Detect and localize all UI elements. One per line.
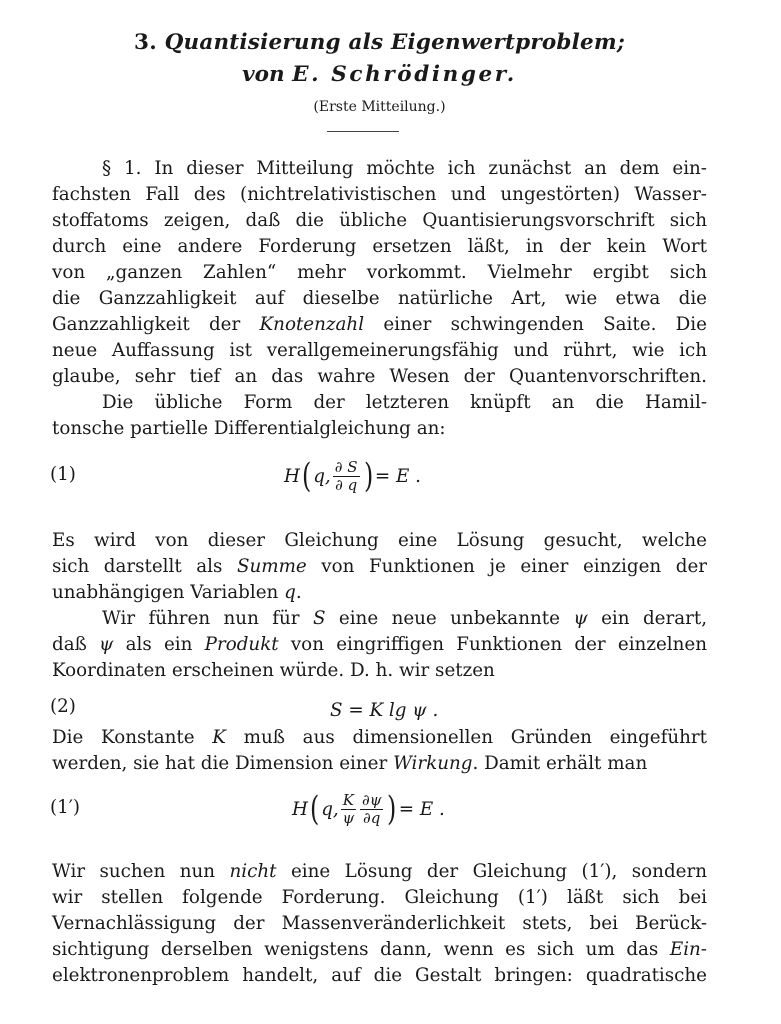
text-span: Wir führen nun für [102,608,313,629]
text-span: eine neue unbekannte [325,608,574,629]
emphasis-text: K [212,727,226,748]
text-span: Wir suchen nun [52,861,230,882]
emphasis-text: Summe [236,556,307,577]
emphasis-text: Produkt [204,634,279,655]
text-span: Ganzzahligkeit der [52,314,260,335]
fraction [333,459,360,494]
text-line [52,633,707,657]
text-span: muß aus dimensionellen Gründen eingeführt [225,727,707,748]
text-line [52,313,707,337]
text-line [52,860,707,884]
text-line: Es wird von dieser Gleichung eine Lösung gesucht, welche [52,530,707,551]
text-line [52,726,707,750]
article-title-text: Quantisierung als Eigenwertproblem; [164,30,625,55]
article-subtitle: (Erste Mitteilung.) [313,99,446,115]
document-page [52,0,707,1024]
right-paren: ) [387,789,397,829]
text-span: Die Konstante [52,727,213,748]
text-line: tonsche partielle Differentialgleichung an: [52,418,446,439]
text-span: . Damit erhält man [472,753,648,774]
text-span: sichtigung derselben wenigstens dann, wenn es sich um das [52,939,670,960]
text-span: daß [52,634,100,655]
equation-2 [52,693,707,727]
text-line [52,581,707,605]
equation-1 [52,452,707,500]
denominator: ψ [342,808,355,827]
text-span: ein derart, [587,608,708,629]
text-line: elektronenproblem handelt, auf die Gestalt bringen: quadratische [52,965,707,986]
article-number: 3. [134,30,157,55]
left-paren: ( [309,789,320,829]
text-span: einer schwingenden Saite. Die [364,314,707,335]
emphasis-text: Ein- [669,939,707,960]
fraction [360,792,384,827]
text-line: stoffatoms zeigen, daß die übliche Quantisierungsvorschrift sich [52,210,707,231]
denominator: ∂q [363,808,381,827]
text-line: § 1. In dieser Mitteilung möchte ich zunächst an dem ein- [102,158,707,179]
text-line: neue Auffassung ist verallgemeinerungsfähig und rührt, wie ich [52,340,707,361]
text-line: wir stellen folgende Forderung. Gleichung (1′) läßt sich bei [52,887,707,908]
text-span: . [295,582,302,603]
text-span: eine Lösung der Gleichung (1′), sondern [276,861,707,882]
eq-symbol: H [284,465,300,487]
emphasis-text: S [312,608,326,629]
equation-label: (1′) [50,797,81,818]
text-line: die Ganzzahligkeit auf dieselbe natürliche Art, wie etwa die [52,288,707,309]
text-line: Koordinaten erscheinen würde. D. h. wir setzen [52,660,495,681]
author-name: E. Schrödinger. [292,62,517,87]
emphasis-text: Wirkung [393,753,473,774]
equation-label: (1) [50,464,76,485]
text-span: als ein [113,634,205,655]
fraction [341,792,356,827]
text-line [52,555,707,579]
equation-1-prime [52,785,707,833]
emphasis-text: nicht [229,861,277,882]
eq-rhs: = E . [398,798,445,820]
text-line: Die übliche Form der letzteren knüpft an die Hamil- [102,392,707,413]
text-span: von Funktionen je einer einzigen der [306,556,707,577]
equation-body: S = K lg ψ . [330,699,439,721]
eq-rhs: = E . [374,465,421,487]
author-prefix: von [242,62,285,87]
text-line: von „ganzen Zahlen“ mehr vorkommt. Vielmehr ergibt sich [52,262,707,283]
equation-label: (2) [50,696,76,717]
emphasis-text: q [284,582,296,603]
numerator: ∂ψ [361,790,382,809]
denominator: ∂ q [335,475,358,494]
text-line: durch eine andere Forderung ersetzen läßt, in der kein Wort [52,236,707,257]
text-span: sich darstellt als [52,556,237,577]
text-span: unabhängigen Variablen [52,582,285,603]
numerator: K [342,790,354,809]
text-span: werden, sie hat die Dimension einer [52,753,394,774]
text-line [52,938,707,962]
text-line: fachsten Fall des (nichtrelativistischen und ungestörten) Wasser- [52,184,707,205]
emphasis-text: ψ [573,608,588,629]
eq-symbol: q, [313,465,331,487]
eq-symbol: q, [321,798,339,820]
left-paren: ( [301,456,312,496]
emphasis-text: Knotenzahl [259,314,365,335]
title-divider [327,131,399,132]
text-line: Vernachlässigung der Massenveränderlichkeit stets, bei Berück- [52,913,707,934]
article-title [52,30,707,55]
emphasis-text: ψ [99,634,114,655]
text-line [52,752,707,776]
text-line: glaube, sehr tief an das wahre Wesen der Quantenvorschriften. [52,366,707,387]
text-line [52,607,707,631]
right-paren: ) [363,456,373,496]
article-author [52,62,707,87]
text-span: von eingriffigen Funktionen der einzelnen [278,634,707,655]
numerator: ∂ S [334,457,358,476]
eq-symbol: H [292,798,308,820]
